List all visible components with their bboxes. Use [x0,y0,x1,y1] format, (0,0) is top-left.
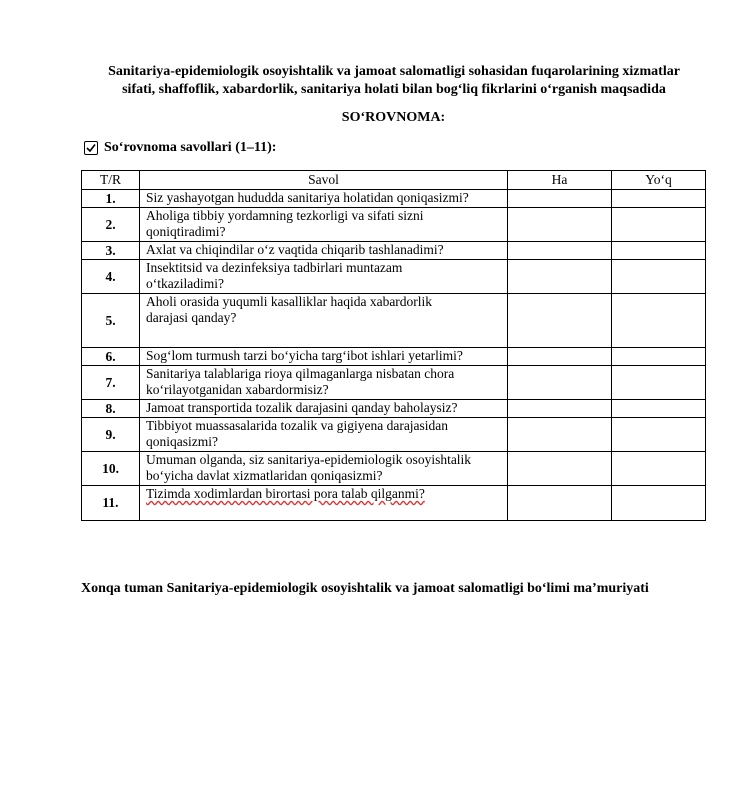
question-text: Axlat va chiqindilar o‘z vaqtida chiqarib tashlanadimi? [140,242,508,260]
answer-yes-cell[interactable] [508,260,612,294]
table-row [82,418,706,452]
col-header-no: Yo‘q [612,171,706,190]
question-text: Sanitariya talablariga rioya qilmaganlarga nisbatan chora ko‘rilayotganidan xabardormisiz? [140,366,508,400]
row-number: 11. [82,486,140,521]
answer-yes-cell[interactable] [508,366,612,400]
table-row [82,348,706,366]
row-number: 3. [82,242,140,260]
answer-yes-cell[interactable] [508,452,612,486]
section-label: So‘rovnoma savollari (1–11): [104,140,277,155]
table-row [82,190,706,208]
row-number: 6. [82,348,140,366]
survey-heading: SO‘ROVNOMA: [341,110,446,125]
answer-no-cell[interactable] [612,400,706,418]
table-row [82,400,706,418]
answer-no-cell[interactable] [612,294,706,348]
question-text: Tibbiyot muassasalarida tozalik va gigiyena darajasidan qoniqasizmi? [140,418,508,452]
answer-no-cell[interactable] [612,260,706,294]
answer-yes-cell[interactable] [508,208,612,242]
answer-no-cell[interactable] [612,242,706,260]
answer-yes-cell[interactable] [508,294,612,348]
answer-no-cell[interactable] [612,190,706,208]
answer-no-cell[interactable] [612,452,706,486]
table-row [82,260,706,294]
checkbox-checked-icon [84,141,98,155]
row-number: 1. [82,190,140,208]
answer-yes-cell[interactable] [508,190,612,208]
row-number: 2. [82,208,140,242]
question-text: Aholiga tibbiy yordamning tezkorligi va sifati sizni qoniqtiradimi? [140,208,508,242]
answer-no-cell[interactable] [612,366,706,400]
table-row [82,294,706,348]
title-line-1: Sanitariya-epidemiologik osoyishtalik va jamoat salomatligi sohasidan fuqarolarining xizmatlar [108,64,680,79]
question-text: Sog‘lom turmush tarzi bo‘yicha targ‘ibot ishlari yetarlimi? [140,348,508,366]
row-number: 9. [82,418,140,452]
answer-no-cell[interactable] [612,208,706,242]
row-number: 7. [82,366,140,400]
document-title [60,63,728,99]
table-row [82,242,706,260]
row-number: 5. [82,294,140,348]
answer-yes-cell[interactable] [508,348,612,366]
table-row [82,366,706,400]
title-line-2: sifati, shaffoflik, xabardorlik, sanitariya holati bilan bog‘liq fikrlarini o‘rganish maqsadida [122,82,666,97]
row-number: 8. [82,400,140,418]
table-header-row [82,171,706,190]
question-text: Jamoat transportida tozalik darajasini qanday baholaysiz? [140,400,508,418]
table-row [82,486,706,521]
answer-no-cell[interactable] [612,486,706,521]
col-header-question: Savol [140,171,508,190]
answer-no-cell[interactable] [612,348,706,366]
question-text: Umuman olganda, siz sanitariya-epidemiologik osoyishtalik bo‘yicha davlat xizmatlaridan qoniqasizmi? [140,452,508,486]
question-text: Tizimda xodimlardan birortasi pora talab qilganmi? [140,486,508,521]
table-row [82,208,706,242]
answer-yes-cell[interactable] [508,418,612,452]
footer-organization: Xonqa tuman Sanitariya-epidemiologik osoyishtalik va jamoat salomatligi bo‘limi ma’muriyati [81,581,649,596]
row-number: 10. [82,452,140,486]
table-row [82,452,706,486]
answer-yes-cell[interactable] [508,400,612,418]
questions-table [81,170,706,521]
answer-yes-cell[interactable] [508,486,612,521]
question-text: Insektitsid va dezinfeksiya tadbirlari muntazam o‘tkaziladimi? [140,260,508,294]
answer-yes-cell[interactable] [508,242,612,260]
question-text: Siz yashayotgan hududda sanitariya holatidan qoniqasizmi? [140,190,508,208]
col-header-yes: Ha [508,171,612,190]
row-number: 4. [82,260,140,294]
question-text: Aholi orasida yuqumli kasalliklar haqida xabardorlik darajasi qanday? [140,294,508,348]
col-header-num: T/R [82,171,140,190]
questions-section-heading [84,139,276,157]
answer-no-cell[interactable] [612,418,706,452]
